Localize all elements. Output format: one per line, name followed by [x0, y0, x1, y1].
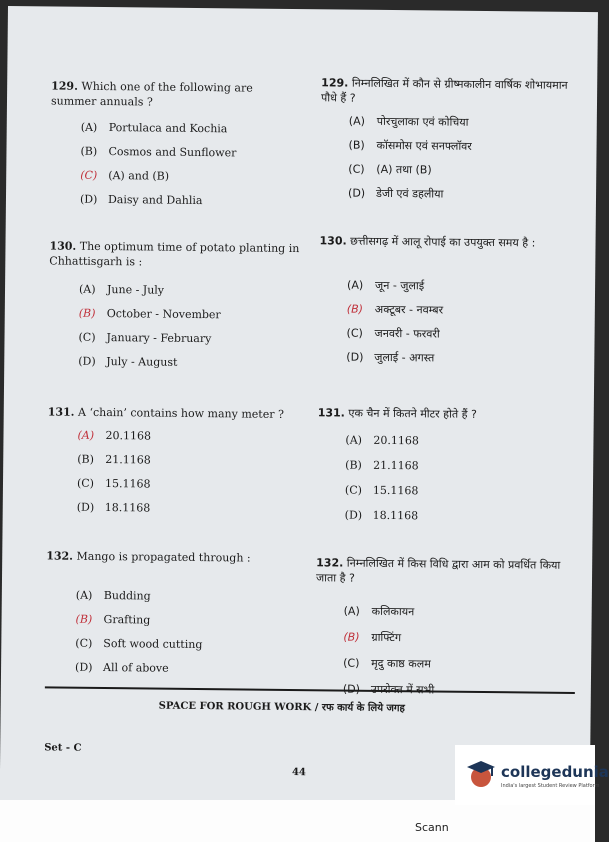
option: (D) July - August — [78, 354, 178, 369]
option: (C) (A) तथा (B) — [348, 162, 432, 177]
scan-margin — [0, 800, 595, 842]
option: (A) Budding — [75, 588, 151, 603]
question-stem: Mango is propagated through : — [76, 549, 251, 565]
watermark-logo — [455, 745, 609, 805]
option: (A) Portulaca and Kochia — [80, 120, 228, 136]
option: (D) जुलाई - अगस्त — [346, 350, 435, 365]
divider-rule — [45, 686, 575, 694]
question-number: 129. — [321, 76, 349, 90]
option: (D) 18.1168 — [344, 508, 419, 523]
option-marked: (B) October - November — [78, 306, 221, 322]
option-marked: (B) अक्टूबर - नवम्बर — [346, 302, 444, 317]
graduate-cap-icon — [465, 757, 497, 789]
page-number: 44 — [291, 767, 306, 779]
scan-label: Scann — [415, 821, 449, 834]
question-stem: छत्तीसगढ़ में आलू रोपाई का उपयुक्त समय है : — [350, 234, 536, 250]
question-132-en — [46, 548, 296, 566]
question-stem: एक चैन में कितने मीटर होते हैं ? — [348, 406, 477, 421]
option: (D) Daisy and Dahlia — [79, 192, 203, 208]
question-129-en — [51, 78, 301, 111]
question-129-hi — [321, 75, 571, 108]
question-132-hi — [316, 555, 576, 588]
option: (A) कलिकायन — [343, 604, 415, 619]
option: (B) कॉसमोस एवं सनफ्लॉवर — [348, 138, 472, 153]
option: (B) Cosmos and Sunflower — [80, 144, 237, 160]
option: (C) 15.1168 — [76, 476, 151, 491]
exam-page — [0, 6, 598, 812]
question-number: 129. — [51, 79, 79, 93]
option: (A) जून - जुलाई — [347, 278, 425, 293]
option: (A) पोरचुलाका एवं कोचिया — [348, 114, 469, 129]
option: (A) 20.1168 — [345, 433, 420, 448]
question-number: 130. — [49, 239, 77, 253]
option: (C) मृदु काष्ठ कलम — [343, 656, 431, 671]
question-131-en — [48, 404, 308, 422]
option: (D) डेजी एवं डहलीया — [347, 186, 444, 201]
option: (C) January - February — [78, 330, 212, 346]
question-number: 131. — [317, 406, 345, 420]
option: (C) 15.1168 — [344, 483, 419, 498]
question-number: 132. — [46, 549, 74, 563]
option: (D) 18.1168 — [76, 500, 151, 515]
brand-name: collegedunia — [501, 763, 609, 781]
question-number: 130. — [319, 234, 347, 248]
set-label: Set - C — [44, 742, 82, 754]
question-stem: निम्नलिखित में किस विधि द्वारा आम को प्रवर्धित किया जाता है ? — [315, 556, 561, 585]
option: (B) 21.1168 — [345, 458, 419, 473]
option: (C) जनवरी - फरवरी — [346, 326, 440, 341]
option: (A) June - July — [78, 282, 165, 297]
question-130-hi — [319, 233, 569, 251]
question-number: 132. — [316, 556, 344, 570]
question-130-en — [49, 238, 299, 271]
question-131-hi — [318, 405, 568, 423]
question-stem: निम्नलिखित में कौन से ग्रीष्मकालीन वार्षिक शोभायमान पौधे हैं ? — [320, 76, 568, 105]
option-marked: (B) Grafting — [75, 612, 151, 627]
option-marked: (A) 20.1168 — [77, 428, 152, 443]
option: (D) All of above — [75, 660, 169, 675]
option-marked: (C) (A) and (B) — [80, 168, 170, 183]
option: (C) Soft wood cutting — [75, 636, 203, 652]
question-stem: Which one of the following are summer annuals ? — [50, 79, 253, 109]
option-marked: (B) ग्राफ्टिंग — [343, 630, 402, 645]
question-stem: A ‘chain’ contains how many meter ? — [77, 405, 284, 421]
question-number: 131. — [47, 405, 75, 419]
brand-tagline: India's largest Student Review Platform — [501, 783, 600, 789]
rough-work-label: SPACE FOR ROUGH WORK / रफ कार्य के लिये जगह — [158, 700, 405, 715]
option: (B) 21.1168 — [77, 452, 151, 467]
question-stem: The optimum time of potato planting in Chhattisgarh is : — [49, 239, 300, 269]
